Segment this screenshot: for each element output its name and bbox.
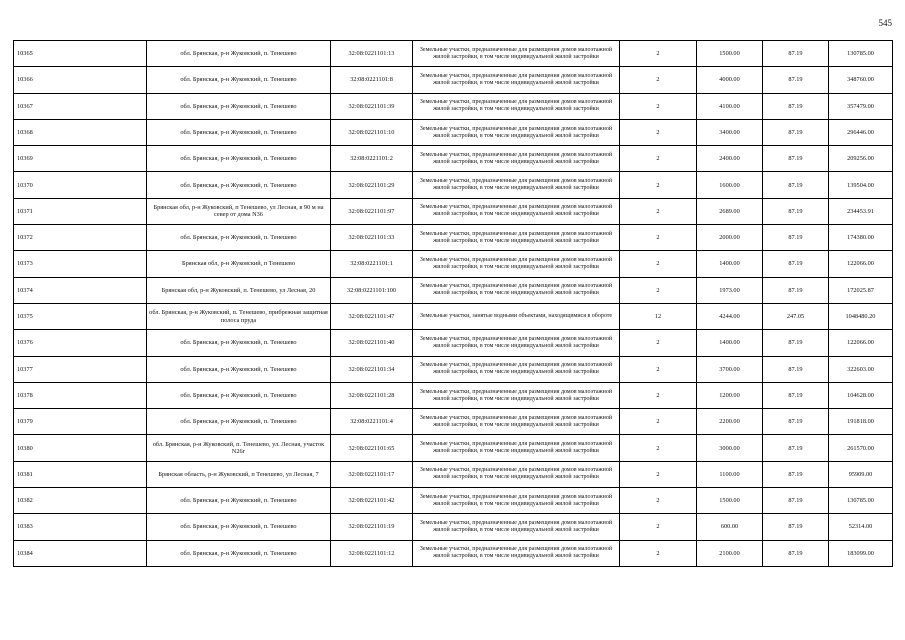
address-cell: обл. Брянская, р-н Жуковский, п. Тенешево [147,93,331,119]
area-cell: 3000.00 [697,435,763,461]
land-use-cell: Земельные участки, занятые водными объектами, находящимися в обороте [413,303,620,329]
rate-cell: 87.19 [763,461,829,487]
row-number-cell: 10377 [14,356,147,382]
cadastral-value-cell: 139504.00 [829,172,893,198]
area-cell: 2200.00 [697,409,763,435]
group-cell: 2 [620,172,697,198]
row-number-cell: 10366 [14,67,147,93]
table-body [14,41,893,567]
table-row [14,251,893,277]
land-use-cell: Земельные участки, предназначенные для размещения домов малоэтажной жилой застройки, в том числе индивидуальной жилой застройки [413,146,620,172]
cadastral-number-cell: 32:08:0221101:12 [331,540,413,566]
group-cell: 2 [620,356,697,382]
area-cell: 1973.00 [697,277,763,303]
cadastral-number-cell: 32:08:0221101:42 [331,488,413,514]
land-use-cell: Земельные участки, предназначенные для размещения домов малоэтажной жилой застройки, в том числе индивидуальной жилой застройки [413,198,620,224]
group-cell: 2 [620,540,697,566]
table-row [14,198,893,224]
row-number-cell: 10383 [14,514,147,540]
rate-cell: 87.19 [763,172,829,198]
cadastral-value-cell: 234453.91 [829,198,893,224]
area-cell: 4244.00 [697,303,763,329]
land-use-cell: Земельные участки, предназначенные для размещения домов малоэтажной жилой застройки, в том числе индивидуальной жилой застройки [413,119,620,145]
cadastral-value-cell: 209256.00 [829,146,893,172]
rate-cell: 87.19 [763,251,829,277]
table-row [14,146,893,172]
cadastral-number-cell: 32:08:0221101:65 [331,435,413,461]
cadastral-number-cell: 32:08:0221101:1 [331,251,413,277]
row-number-cell: 10374 [14,277,147,303]
row-number-cell: 10373 [14,251,147,277]
address-cell: обл. Брянская, р-н Жуковский, п. Тенешево [147,409,331,435]
address-cell: Брянская обл, р-н Жуковский, п Тенешево, ул Лесная, в 90 м на север от дома N36 [147,198,331,224]
cadastral-value-table [13,40,893,567]
cadastral-value-cell: 130785.00 [829,41,893,67]
table-row [14,172,893,198]
cadastral-number-cell: 32:08:0221101:40 [331,330,413,356]
rate-cell: 87.19 [763,409,829,435]
cadastral-value-cell: 122066.00 [829,251,893,277]
rate-cell: 87.19 [763,225,829,251]
address-cell: обл. Брянская, р-н Жуковский, п. Тенешево [147,67,331,93]
row-number-cell: 10382 [14,488,147,514]
cadastral-value-cell: 191818.00 [829,409,893,435]
group-cell: 2 [620,198,697,224]
land-use-cell: Земельные участки, предназначенные для размещения домов малоэтажной жилой застройки, в том числе индивидуальной жилой застройки [413,382,620,408]
table-row [14,330,893,356]
row-number-cell: 10370 [14,172,147,198]
row-number-cell: 10371 [14,198,147,224]
cadastral-value-cell: 172025.87 [829,277,893,303]
row-number-cell: 10379 [14,409,147,435]
land-use-cell: Земельные участки, предназначенные для размещения домов малоэтажной жилой застройки, в том числе индивидуальной жилой застройки [413,67,620,93]
cadastral-number-cell: 32:08:0221101:8 [331,67,413,93]
group-cell: 2 [620,435,697,461]
group-cell: 2 [620,251,697,277]
address-cell: обл. Брянская, р-н Жуковский, п. Тенешево [147,41,331,67]
group-cell: 2 [620,119,697,145]
rate-cell: 87.19 [763,146,829,172]
row-number-cell: 10368 [14,119,147,145]
cadastral-number-cell: 32:08:0221101:34 [331,356,413,382]
group-cell: 2 [620,461,697,487]
group-cell: 2 [620,146,697,172]
table-row [14,277,893,303]
area-cell: 1600.00 [697,172,763,198]
area-cell: 2000.00 [697,225,763,251]
area-cell: 3700.00 [697,356,763,382]
address-cell: обл. Брянская, р-н Жуковский, п. Тенешево [147,119,331,145]
cadastral-number-cell: 32:08:0221101:47 [331,303,413,329]
cadastral-value-cell: 174380.00 [829,225,893,251]
address-cell: обл. Брянская, р-н Жуковский, п. Тенешево [147,488,331,514]
land-use-cell: Земельные участки, предназначенные для размещения домов малоэтажной жилой застройки, в том числе индивидуальной жилой застройки [413,540,620,566]
cadastral-number-cell: 32:08:0221101:33 [331,225,413,251]
rate-cell: 87.19 [763,93,829,119]
cadastral-value-cell: 52314.00 [829,514,893,540]
row-number-cell: 10367 [14,93,147,119]
group-cell: 2 [620,488,697,514]
table-row [14,93,893,119]
cadastral-number-cell: 32:08:0221101:29 [331,172,413,198]
area-cell: 3400.00 [697,119,763,145]
rate-cell: 87.19 [763,119,829,145]
cadastral-value-cell: 104628.00 [829,382,893,408]
cadastral-number-cell: 32:08:0221101:4 [331,409,413,435]
group-cell: 2 [620,93,697,119]
land-use-cell: Земельные участки, предназначенные для размещения домов малоэтажной жилой застройки, в том числе индивидуальной жилой застройки [413,93,620,119]
rate-cell: 247.05 [763,303,829,329]
address-cell: Брянская область, р-н Жуковский, п Тенешево, ул Лесная, 7 [147,461,331,487]
address-cell: обл. Брянская, р-н Жуковский, п. Тенешево [147,382,331,408]
land-use-cell: Земельные участки, предназначенные для размещения домов малоэтажной жилой застройки, в том числе индивидуальной жилой застройки [413,435,620,461]
address-cell: обл. Брянская, р-н Жуковский, п. Тенешево [147,514,331,540]
table-row [14,409,893,435]
group-cell: 2 [620,382,697,408]
table-row [14,488,893,514]
rate-cell: 87.19 [763,488,829,514]
group-cell: 2 [620,409,697,435]
land-use-cell: Земельные участки, предназначенные для размещения домов малоэтажной жилой застройки, в том числе индивидуальной жилой застройки [413,225,620,251]
cadastral-number-cell: 32:08:0221101:19 [331,514,413,540]
table-row [14,225,893,251]
address-cell: обл. Брянская, р-н Жуковский, п. Тенешево [147,146,331,172]
area-cell: 1400.00 [697,330,763,356]
address-cell: обл. Брянская, р-н Жуковский, п. Тенешево [147,356,331,382]
row-number-cell: 10378 [14,382,147,408]
cadastral-value-cell: 122066.00 [829,330,893,356]
group-cell: 12 [620,303,697,329]
cadastral-value-cell: 183099.00 [829,540,893,566]
row-number-cell: 10381 [14,461,147,487]
area-cell: 1500.00 [697,488,763,514]
land-use-cell: Земельные участки, предназначенные для размещения домов малоэтажной жилой застройки, в том числе индивидуальной жилой застройки [413,356,620,382]
area-cell: 1500.00 [697,41,763,67]
area-cell: 4100.00 [697,93,763,119]
rate-cell: 87.19 [763,382,829,408]
cadastral-number-cell: 32:08:0221101:13 [331,41,413,67]
cadastral-number-cell: 32:08:0221101:17 [331,461,413,487]
land-use-cell: Земельные участки, предназначенные для размещения домов малоэтажной жилой застройки, в том числе индивидуальной жилой застройки [413,172,620,198]
table-row [14,67,893,93]
cadastral-number-cell: 32:08:0221101:10 [331,119,413,145]
page-number: 545 [878,18,892,28]
address-cell: Брянская обл, р-н Жуковский, п Тенешево [147,251,331,277]
rate-cell: 87.19 [763,41,829,67]
cadastral-value-cell: 261570.00 [829,435,893,461]
row-number-cell: 10369 [14,146,147,172]
area-cell: 600.00 [697,514,763,540]
row-number-cell: 10384 [14,540,147,566]
table-row [14,514,893,540]
rate-cell: 87.19 [763,67,829,93]
address-cell: обл. Брянская, р-н Жуковский, п. Тенешево, ул. Лесная, участок N26г [147,435,331,461]
area-cell: 2689.00 [697,198,763,224]
cadastral-value-cell: 357479.00 [829,93,893,119]
address-cell: обл. Брянская, р-н Жуковский, п. Тенешево [147,540,331,566]
table-row [14,356,893,382]
table-row [14,382,893,408]
table-row [14,119,893,145]
table-row [14,41,893,67]
land-use-cell: Земельные участки, предназначенные для размещения домов малоэтажной жилой застройки, в том числе индивидуальной жилой застройки [413,488,620,514]
cadastral-value-cell: 348760.00 [829,67,893,93]
row-number-cell: 10375 [14,303,147,329]
row-number-cell: 10380 [14,435,147,461]
table-row [14,303,893,329]
area-cell: 2400.00 [697,146,763,172]
rate-cell: 87.19 [763,330,829,356]
rate-cell: 87.19 [763,435,829,461]
cadastral-number-cell: 32:08:0221101:100 [331,277,413,303]
cadastral-value-cell: 1048480.20 [829,303,893,329]
land-use-cell: Земельные участки, предназначенные для размещения домов малоэтажной жилой застройки, в том числе индивидуальной жилой застройки [413,251,620,277]
rate-cell: 87.19 [763,277,829,303]
land-use-cell: Земельные участки, предназначенные для размещения домов малоэтажной жилой застройки, в том числе индивидуальной жилой застройки [413,409,620,435]
rate-cell: 87.19 [763,356,829,382]
area-cell: 2100.00 [697,540,763,566]
address-cell: обл. Брянская, р-н Жуковский, п. Тенешево [147,330,331,356]
area-cell: 1200.00 [697,382,763,408]
address-cell: Брянская обл, р-н Жуковский, п. Тенешево, ул Лесная, 20 [147,277,331,303]
row-number-cell: 10365 [14,41,147,67]
cadastral-number-cell: 32:08:0221101:39 [331,93,413,119]
table-row [14,435,893,461]
cadastral-value-cell: 322603.00 [829,356,893,382]
group-cell: 2 [620,277,697,303]
cadastral-value-cell: 95909.00 [829,461,893,487]
rate-cell: 87.19 [763,540,829,566]
area-cell: 4000.00 [697,67,763,93]
cadastral-number-cell: 32:08:0221101:97 [331,198,413,224]
land-use-cell: Земельные участки, предназначенные для размещения домов малоэтажной жилой застройки, в том числе индивидуальной жилой застройки [413,330,620,356]
land-use-cell: Земельные участки, предназначенные для размещения домов малоэтажной жилой застройки, в том числе индивидуальной жилой застройки [413,461,620,487]
land-use-cell: Земельные участки, предназначенные для размещения домов малоэтажной жилой застройки, в том числе индивидуальной жилой застройки [413,277,620,303]
area-cell: 1100.00 [697,461,763,487]
area-cell: 1400.00 [697,251,763,277]
cadastral-number-cell: 32:08:0221101:28 [331,382,413,408]
cadastral-value-cell: 296446.00 [829,119,893,145]
address-cell: обл. Брянская, р-н Жуковский, п. Тенешево [147,225,331,251]
cadastral-number-cell: 32:08:0221101:2 [331,146,413,172]
group-cell: 2 [620,67,697,93]
rate-cell: 87.19 [763,514,829,540]
land-use-cell: Земельные участки, предназначенные для размещения домов малоэтажной жилой застройки, в том числе индивидуальной жилой застройки [413,41,620,67]
group-cell: 2 [620,514,697,540]
row-number-cell: 10372 [14,225,147,251]
row-number-cell: 10376 [14,330,147,356]
group-cell: 2 [620,41,697,67]
rate-cell: 87.19 [763,198,829,224]
address-cell: обл. Брянская, р-н Жуковский, п. Тенешево, прибрежная защитная полоса пруда [147,303,331,329]
cadastral-value-cell: 130785.00 [829,488,893,514]
table-row [14,540,893,566]
table-row [14,461,893,487]
group-cell: 2 [620,330,697,356]
address-cell: обл. Брянская, р-н Жуковский, п. Тенешево [147,172,331,198]
land-use-cell: Земельные участки, предназначенные для размещения домов малоэтажной жилой застройки, в том числе индивидуальной жилой застройки [413,514,620,540]
group-cell: 2 [620,225,697,251]
